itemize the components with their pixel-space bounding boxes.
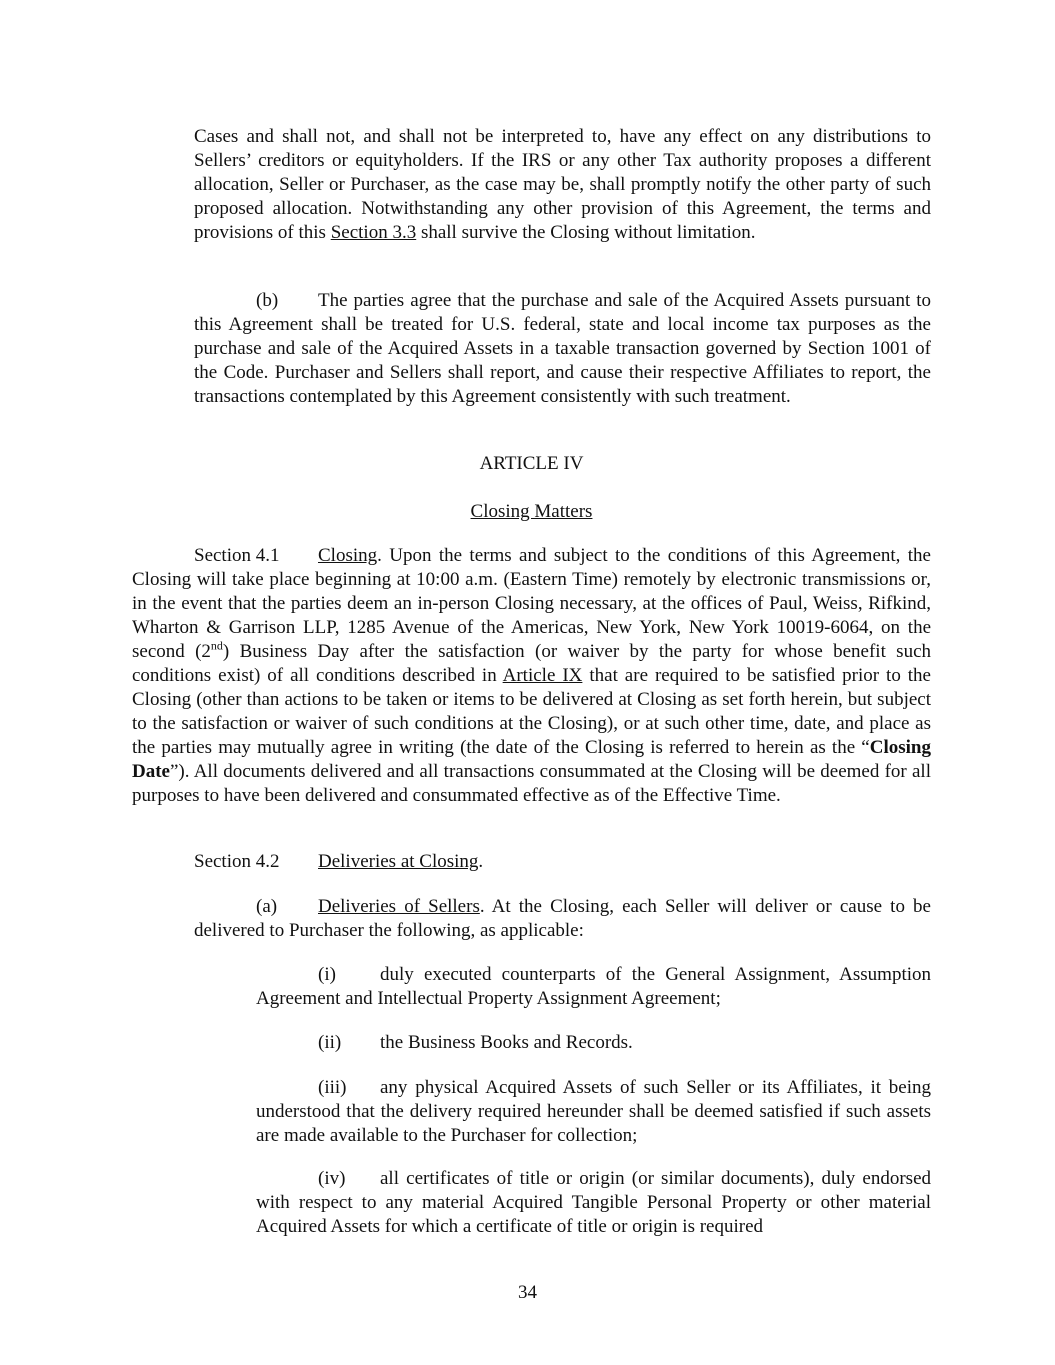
- paragraph-text: ) Business Day after the satisfaction (or waiver by the party for whose benefit such conditions exist) of all conditions described in: [132, 641, 931, 686]
- paragraph-text: The parties agree that the purchase and sale of the Acquired Assets pursuant to this Agreement shall be treated for U.S. federal, state and local income tax purposes as the purchase and sale of the Acquired Assets in a taxable transaction governed by Section 1001 of the Code. Purchaser and Sellers shall report, and cause their respective Affiliates to report, the transactions contemplated by this Agreement consistently with such treatment.: [194, 290, 931, 407]
- paragraph-text: . At the Closing, each Seller will deliver or cause to be delivered to Purchaser the following, as applicable:: [194, 896, 931, 941]
- paragraph-text: ”). All documents delivered and all transactions consummated at the Closing will be deemed for all purposes to have been delivered and consummated effective as of the Effective Time.: [132, 761, 931, 806]
- paragraph-marker: (a): [256, 896, 278, 917]
- article-title: [132, 500, 931, 524]
- section-4-2: [132, 850, 931, 874]
- section-title: Deliveries at Closing: [318, 851, 479, 872]
- item-text: all certificates of title or origin (or similar documents), duly endorsed with respect to any material Acquired Tangible Personal Property or other material Acquired Assets for which a certificate of title or origin is required: [256, 1168, 931, 1237]
- section-4-1: [132, 544, 931, 808]
- item-marker: (iii): [318, 1077, 347, 1098]
- item-marker: (iv): [318, 1168, 346, 1189]
- paragraph-marker: (b): [256, 290, 279, 311]
- article-heading: ARTICLE IV: [479, 453, 584, 474]
- item-marker: (ii): [318, 1032, 342, 1053]
- section-3-3-reference[interactable]: Section 3.3: [330, 222, 417, 243]
- section-title: Closing: [318, 545, 378, 566]
- item-text: the Business Books and Records.: [380, 1032, 633, 1053]
- paragraph-b: [194, 289, 931, 409]
- list-item: [256, 1076, 931, 1148]
- paragraph-text: . Upon the terms and subject to the conditions of this Agreement, the Closing will take place beginning at 10:00 a.m. (Eastern Time) remotely by electronic transmissions or, in the event that the parties deem an in-person Closing necessary, at the offices of Paul, Weiss, Rifkind, Wharton & Garrison LLP, 1285 Avenue of the Americas, New York, New York 10019-6064, on the second (2: [132, 545, 931, 662]
- section-number: Section 4.1: [194, 545, 280, 566]
- item-marker: (i): [318, 964, 336, 985]
- punctuation: .: [478, 851, 484, 872]
- superscript: nd: [210, 638, 223, 653]
- defined-term: Closing Date: [132, 737, 931, 782]
- continuation-paragraph: [194, 125, 931, 245]
- page-number: 34: [518, 1282, 537, 1303]
- paragraph-text: shall survive the Closing without limitation.: [416, 222, 756, 243]
- item-text: duly executed counterparts of the General Assignment, Assumption Agreement and Intellectual Property Assignment Agreement;: [256, 964, 931, 1009]
- paragraph-text: Cases and shall not, and shall not be interpreted to, have any effect on any distributions to Sellers’ creditors or equityholders. If the IRS or any other Tax authority proposes a different allocation, Seller or Purchaser, as the case may be, shall promptly notify the other party of such proposed allocation. Notwithstanding any other provision of this Agreement, the terms and provisions of this: [194, 126, 931, 243]
- list-item: [256, 963, 931, 1011]
- article-ix-reference[interactable]: Article IX: [502, 665, 583, 686]
- list-item: [256, 1031, 931, 1055]
- section-number: Section 4.2: [194, 851, 280, 872]
- paragraph-title: Deliveries of Sellers: [318, 896, 480, 917]
- article-title-text: Closing Matters: [470, 501, 593, 522]
- paragraph-a: [194, 895, 931, 943]
- paragraph-text: that are required to be satisfied prior to the Closing (other than actions to be taken or items to be delivered at Closing as set forth herein, but subject to the satisfaction or waiver of such conditions at the Closing), or at such other time, date, and place as the parties may mutually agree in writing (the date of the Closing is referred to herein as the “: [132, 665, 931, 758]
- item-text: any physical Acquired Assets of such Seller or its Affiliates, it being understood that the delivery required hereunder shall be deemed satisfied if such assets are made available to the Purchaser for collection;: [256, 1077, 931, 1146]
- list-item: [256, 1167, 931, 1239]
